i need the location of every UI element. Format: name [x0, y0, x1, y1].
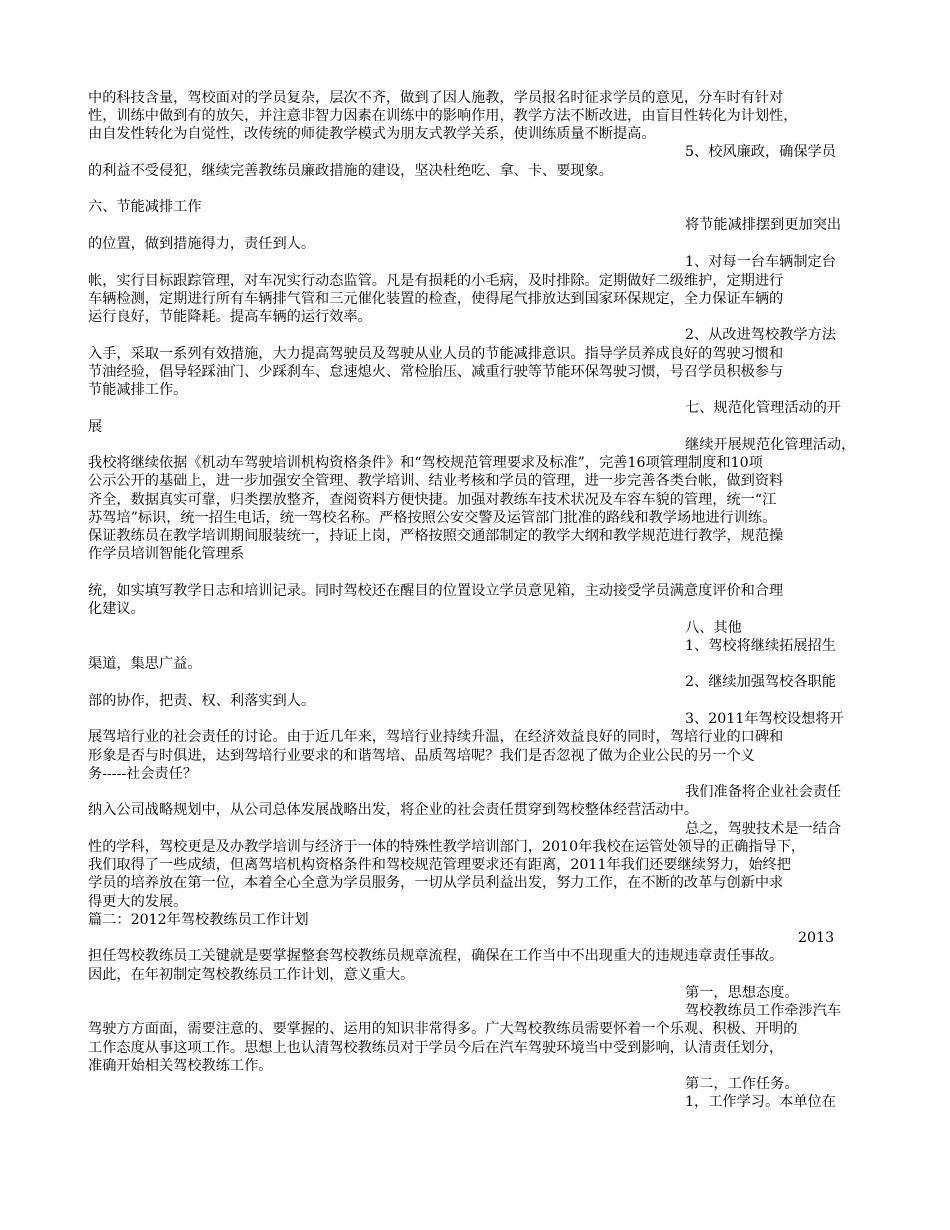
text-line: 2、继续加强驾校各职能 — [685, 674, 836, 690]
text-line: 性，训练中做到有的放矢，并注意非智力因素在训练中的影响作用，教学方法不断改进，由盲目性转化为计划性， — [88, 108, 798, 124]
text-line: 渠道，集思广益。 — [88, 656, 202, 672]
text-line: 齐全，数据真实可靠，归类摆放整齐，查阅资料方便快捷。加强对教练车技术状况及车容车貌的管理，统一“江 — [88, 492, 777, 508]
text-line: 的利益不受侵犯，继续完善教练员廉政措施的建设，坚决杜绝吃、拿、卡、要现象。 — [88, 163, 613, 179]
text-line: 运行良好，节能降耗。提高车辆的运行效率。 — [88, 309, 372, 325]
text-line: 继续开展规范化管理活动， — [685, 437, 856, 453]
section-heading: 第一，思想态度。 — [685, 985, 799, 1001]
text-line: 驾校教练员工作牵涉汽车 — [685, 1003, 842, 1019]
text-line: 驾驶方方面面，需要注意的、要掌握的、运用的知识非常得多。广大驾校教练员需要怀着一个乐观、积极、开明的 — [88, 1021, 798, 1037]
text-line: 1、对每一台车辆制定台 — [685, 254, 836, 270]
text-line: 将节能减排摆到更加突出 — [685, 217, 842, 233]
text-line: 我们取得了一些成绩，但离驾培机构资格条件和驾校规范管理要求还有距离，2011年我们还要继续努力，始终把 — [88, 857, 791, 873]
text-line: 担任驾校教练员工关键就是要掌握整套驾校教练员规章流程，确保在工作当中不出现重大的违规违章责任事故。 — [88, 948, 784, 964]
text-line: 公示公开的基础上，进一步加强安全管理、教学培训、结业考核和学员的管理，进一步完善各类台帐，做到资料 — [88, 473, 784, 489]
text-line: 保证教练员在教学培训期间服装统一，持证上岗，严格按照交通部制定的教学大纲和教学规范进行教学，规范操 — [88, 528, 784, 544]
text-line: 性的学科，驾校更是及办教学培训与经济于一体的特殊性教学培训部门，2010年我校在运管处领导的正确指导下， — [88, 839, 806, 855]
section-heading: 八、其他 — [685, 620, 742, 636]
text-line: 统，如实填写教学日志和培训记录。同时驾校还在醒目的位置设立学员意见箱，主动接受学员满意度评价和合理 — [88, 583, 784, 599]
text-line: 化建议。 — [88, 601, 145, 617]
text-line: 1，工作学习。本单位在 — [685, 1094, 836, 1110]
section-heading: 七、规范化管理活动的开 — [685, 400, 842, 416]
text-line: 形象是否与时俱进，达到驾培行业要求的和谐驾培、品质驾培呢？我们是否忽视了做为企业公民的另一个义 — [88, 748, 755, 764]
section-heading: 六、节能减排工作 — [88, 199, 202, 215]
text-line: 节油经验，倡导轻踩油门、少踩刹车、怠速熄火、常检胎压、减重行驶等节能环保驾驶习惯，号召学员积极参与 — [88, 364, 784, 380]
article-title: 篇二：2012年驾校教练员工作计划 — [88, 912, 309, 928]
text-line: 5、校风廉政，确保学员 — [685, 144, 836, 160]
text-line: 作学员培训智能化管理系 — [88, 546, 245, 562]
text-line: 因此，在年初制定驾校教练员工作计划，意义重大。 — [88, 967, 415, 983]
text-line: 的位置，做到措施得力，责任到人。 — [88, 236, 316, 252]
text-line: 3、2011年驾校设想将开 — [685, 711, 844, 727]
text-line: 总之，驾驶技术是一结合 — [685, 821, 842, 837]
text-line: 2、从改进驾校教学方法 — [685, 327, 836, 343]
text-line: 我们准备将企业社会责任 — [685, 784, 842, 800]
text-line: 展 — [88, 419, 103, 435]
text-line: 中的科技含量，驾校面对的学员复杂，层次不齐，做到了因人施教，学员报名时征求学员的意见，分车时有针对 — [88, 90, 784, 106]
text-line: 工作态度从事这项工作。思想上也认清驾校教练员对于学员今后在汽车驾驶环境当中受到影响，认清责任划分， — [88, 1040, 784, 1056]
text-line: 苏驾培”标识，统一招生电话，统一驾校名称。严格按照公安交警及运管部门批准的路线和教学场地进行训练。 — [88, 510, 777, 526]
text-line: 节能减排工作。 — [88, 382, 188, 398]
text-line: 务-----社会责任？ — [88, 766, 198, 782]
text-line: 1、驾校将继续拓展招生 — [685, 638, 836, 654]
text-line: 部的协作，把责、权、利落实到人。 — [88, 693, 316, 709]
text-line: 准确开始相关驾校教练工作。 — [88, 1058, 273, 1074]
text-line: 车辆检测，定期进行所有车辆排气管和三元催化装置的检查，使得尾气排放达到国家环保规定，全力保证车辆的 — [88, 291, 784, 307]
text-line: 帐，实行目标跟踪管理，对车况实行动态监管。凡是有损耗的小毛病，及时排除。定期做好二级维护，定期进行 — [88, 273, 784, 289]
text-line: 得更大的发展。 — [88, 894, 188, 910]
section-heading: 第二，工作任务。 — [685, 1076, 799, 1092]
text-line: 学员的培养放在第一位，本着全心全意为学员服务，一切从学员利益出发，努力工作，在不断的改革与创新中求 — [88, 875, 784, 891]
text-line: 展驾培行业的社会责任的讨论。由于近几年来，驾培行业持续升温，在经济效益良好的同时，驾培行业的口碑和 — [88, 729, 784, 745]
text-line: 入手，采取一系列有效措施，大力提高驾驶员及驾驶从业人员的节能减排意识。指导学员养成良好的驾驶习惯和 — [88, 346, 784, 362]
text-line: 纳入公司战略规划中，从公司总体发展战略出发，将企业的社会责任贯穿到驾校整体经营活动中。 — [88, 802, 699, 818]
text-line: 由自发性转化为自觉性，改传统的师徒教学模式为朋友式教学关系，使训练质量不断提高。 — [88, 126, 656, 142]
text-line: 2013 — [798, 930, 835, 946]
text-line: 我校将继续依据《机动车驾驶培训机构资格条件》和“驾校规范管理要求及标准”，完善16项管理制度和10项 — [88, 455, 763, 471]
